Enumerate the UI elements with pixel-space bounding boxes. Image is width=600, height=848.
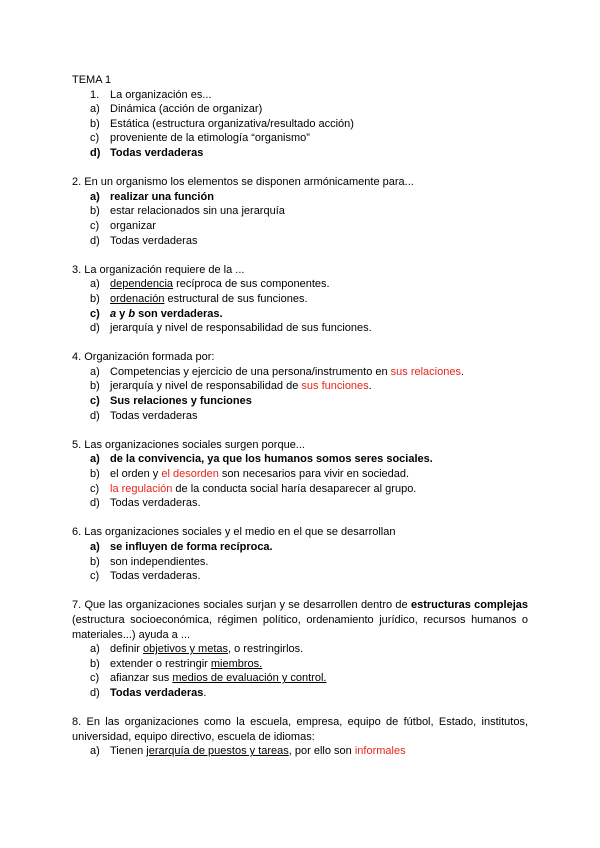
option-label: d) <box>90 497 100 510</box>
italic-term: b <box>128 307 136 320</box>
question-1 <box>72 88 528 103</box>
option-text: Estática (estructura organizativa/resultado acción) <box>110 117 354 130</box>
q2-option-b <box>72 204 528 219</box>
option-label: c) <box>90 219 100 232</box>
option-text: jerarquía y nivel de responsabilidad de <box>110 380 302 393</box>
option-text: jerarquía y nivel de responsabilidad de sus funciones. <box>110 322 372 335</box>
q2-option-c <box>72 219 528 234</box>
option-label: a) <box>90 365 100 378</box>
option-label: b) <box>90 657 100 670</box>
option-text: son verdaderas. <box>135 307 223 320</box>
option-text: Competencias y ejercicio de una persona/instrumento en <box>110 365 391 378</box>
option-label: d) <box>90 234 100 247</box>
q5-option-d <box>72 496 528 511</box>
option-label: c) <box>90 570 100 583</box>
option-label: a) <box>90 453 100 466</box>
option-label: c) <box>90 672 100 685</box>
underlined-term: medios de evaluación y control. <box>172 672 327 685</box>
q6-option-b <box>72 555 528 570</box>
option-text: Todas verdaderas <box>110 409 198 422</box>
question-3: 3. La organización requiere de la ... <box>72 263 245 276</box>
highlighted-term: sus funciones <box>301 380 369 393</box>
option-label: c) <box>90 482 100 495</box>
document-page <box>72 73 528 759</box>
question-8: 8. En las organizaciones como la escuela, empresa, equipo de fútbol, Estado, institutos, universidad, equipo directivo, escuela de idiomas: <box>72 716 528 743</box>
highlighted-term: sus relaciones <box>390 365 461 378</box>
underlined-term: dependencia <box>110 278 174 291</box>
q2-option-a <box>72 190 528 205</box>
option-text: . <box>203 686 207 699</box>
option-label: b) <box>90 380 100 393</box>
option-text: el orden y <box>110 468 162 481</box>
option-label: a) <box>90 745 100 758</box>
q4-option-b <box>72 379 528 394</box>
option-text: extender o restringir <box>110 657 211 670</box>
q3-option-c <box>72 307 528 322</box>
option-text: . <box>460 365 465 378</box>
bold-term: estructuras complejas <box>410 599 528 612</box>
option-text: organizar <box>110 219 156 232</box>
q1-option-b <box>72 117 528 132</box>
q8-option-a <box>72 744 528 759</box>
option-text: definir <box>110 643 144 656</box>
option-text: afianzar sus <box>110 672 173 685</box>
option-text: estructural de sus funciones. <box>164 292 308 305</box>
option-text: , por ello son <box>288 745 355 758</box>
option-label: a) <box>90 643 100 656</box>
option-label: a) <box>90 103 100 116</box>
option-label: b) <box>90 468 100 481</box>
option-text: Todas verdaderas. <box>110 570 201 583</box>
option-text: Dinámica (acción de organizar) <box>110 103 263 116</box>
q3-option-a <box>72 277 528 292</box>
italic-term: a <box>110 307 117 320</box>
question-5: 5. Las organizaciones sociales surgen porque... <box>72 438 305 451</box>
bold-term: Todas verdaderas <box>110 686 204 699</box>
document-title: TEMA 1 <box>72 74 112 86</box>
underlined-term: ordenación <box>110 292 165 305</box>
q7-option-a <box>72 642 528 657</box>
option-text: estar relacionados sin una jerarquía <box>110 205 285 218</box>
option-text: de la convivencia, ya que los humanos somos seres sociales. <box>110 453 433 466</box>
q4-option-c <box>72 394 528 409</box>
option-label: b) <box>90 555 100 568</box>
question-number: 1. <box>90 88 100 101</box>
highlighted-term: el desorden <box>161 468 219 481</box>
option-text: Todas verdaderas <box>110 146 204 159</box>
option-label: c) <box>90 307 100 320</box>
option-text: se influyen de forma recíproca. <box>110 541 273 553</box>
option-text: Todas verdaderas. <box>110 497 201 510</box>
option-text: son necesarios para vivir en sociedad. <box>218 468 410 481</box>
q7-option-b <box>72 657 528 672</box>
option-label: b) <box>90 292 100 305</box>
q3-option-b <box>72 292 528 307</box>
q5-option-b <box>72 467 528 482</box>
q7-option-c <box>72 671 528 686</box>
option-label: d) <box>90 686 100 699</box>
q4-option-d <box>72 409 528 424</box>
option-text: Tienen <box>110 745 147 758</box>
question-7 <box>72 598 528 642</box>
underlined-term: objetivos y metas <box>143 643 229 656</box>
q6-option-c <box>72 569 528 584</box>
option-label: a) <box>90 190 100 203</box>
option-label: c) <box>90 395 100 408</box>
q5-option-c <box>72 482 528 497</box>
option-text: , o restringirlos. <box>228 643 304 656</box>
option-label: c) <box>90 132 100 145</box>
option-label: a) <box>90 541 100 553</box>
q3-option-d <box>72 321 528 336</box>
option-text: . <box>368 380 372 393</box>
q4-option-a <box>72 365 528 380</box>
option-label: b) <box>90 205 100 218</box>
question-text: (estructura socioeconómica, régimen político, ordenamiento jurídico, recursos humanos o materiales...) ayuda a ... <box>72 613 528 641</box>
underlined-term: jerarquía de puestos y tareas <box>146 745 289 758</box>
highlighted-term: la regulación <box>110 482 173 495</box>
option-label: b) <box>90 117 100 130</box>
q6-option-a <box>72 540 528 555</box>
option-text: recíproca de sus componentes. <box>173 278 330 291</box>
q5-option-a <box>72 452 528 467</box>
option-text: de la conducta social haría desaparecer al grupo. <box>172 482 417 495</box>
question-text: 7. Que las organizaciones sociales surjan y se desarrollen dentro de <box>72 599 411 612</box>
option-label: a) <box>90 278 100 291</box>
question-text: La organización es... <box>110 88 212 101</box>
underlined-term: miembros. <box>210 657 263 670</box>
q1-option-c <box>72 131 528 146</box>
q1-option-d <box>72 146 528 161</box>
question-6: 6. Las organizaciones sociales y el medio en el que se desarrollan <box>72 526 396 539</box>
option-text: realizar una función <box>110 190 214 203</box>
option-text: son independientes. <box>110 555 209 568</box>
q2-option-d <box>72 234 528 249</box>
question-4: 4. Organización formada por: <box>72 351 215 364</box>
q7-option-d <box>72 686 528 701</box>
option-text: Sus relaciones y funciones <box>110 395 252 408</box>
highlighted-term: informales <box>354 745 406 758</box>
option-label: d) <box>90 322 100 335</box>
option-label: d) <box>90 409 100 422</box>
question-2: 2. En un organismo los elementos se disponen armónicamente para... <box>72 176 414 189</box>
option-text: y <box>116 307 129 320</box>
option-text: Todas verdaderas <box>110 234 198 247</box>
option-label: d) <box>90 146 101 159</box>
option-text: proveniente de la etimología “organismo” <box>110 132 310 145</box>
q1-option-a <box>72 102 528 117</box>
